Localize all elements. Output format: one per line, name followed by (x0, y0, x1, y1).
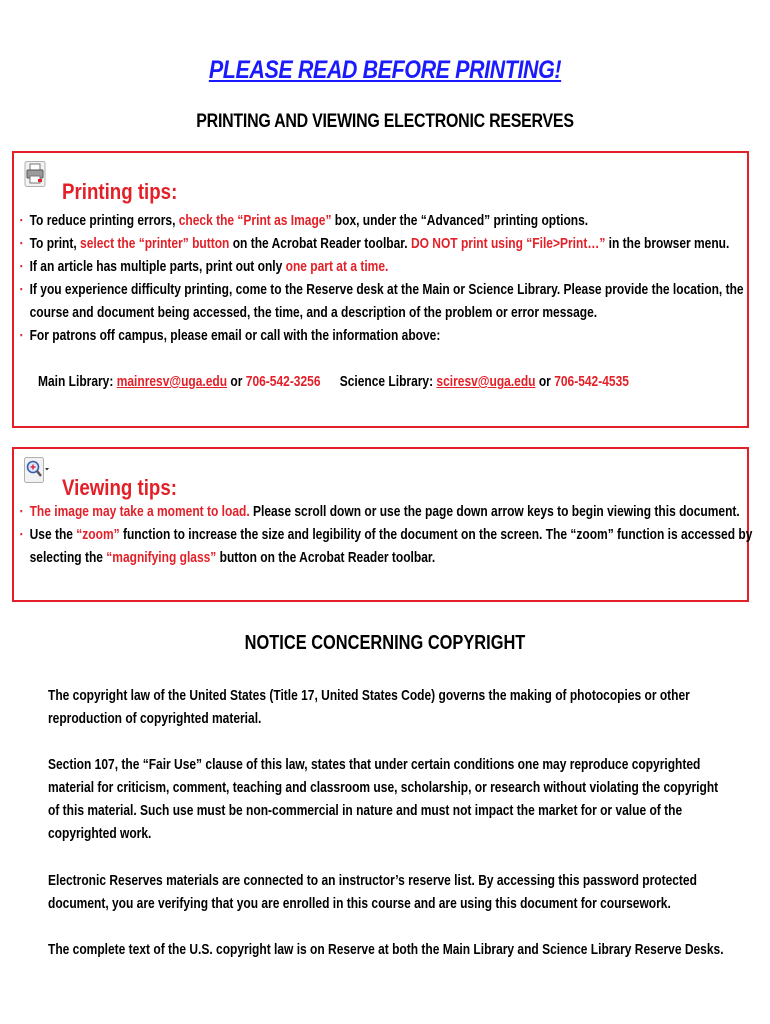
tip-text: Use the (29, 526, 77, 543)
tip-text: For patrons off campus, please email or call with the information above: (29, 327, 441, 344)
tip-highlight: check the “Print as Image” (178, 212, 332, 229)
zoom-magnifier-icon (24, 457, 50, 483)
tip-highlight: select the “printer” button (80, 235, 230, 252)
science-library-label: Science Library: (339, 373, 437, 390)
tip-text: To reduce printing errors, (29, 212, 179, 229)
bullet-icon: ▪ (20, 215, 23, 225)
tip-text: on the Acrobat Reader toolbar. (229, 235, 411, 252)
viewing-tip-load (20, 500, 750, 523)
main-library-label: Main Library: (38, 373, 117, 390)
science-library-email-link[interactable]: sciresv@uga.edu (436, 373, 536, 390)
paragraph-line: document, you are verifying that you are enrolled in this course and are using this document for coursework. (48, 895, 671, 912)
viewing-tips-title: Viewing tips: (62, 475, 177, 500)
printing-tip-difficulty (20, 278, 750, 324)
copyright-paragraph-1 (48, 684, 720, 730)
tip-text: selecting the (29, 549, 107, 566)
paragraph-line: copyrighted work. (48, 825, 152, 842)
page-title: PLEASE READ BEFORE PRINTING! (208, 56, 562, 84)
bullet-icon: ▪ (20, 529, 23, 539)
tip-text: box, under the “Advanced” printing options. (331, 212, 589, 229)
tip-text: button on the Acrobat Reader toolbar. (216, 549, 436, 566)
viewing-tips-list (20, 500, 753, 569)
printing-tips-list (20, 209, 743, 347)
printing-tip-printer-button (20, 232, 750, 255)
printer-icon (24, 161, 46, 187)
paragraph-line: Electronic Reserves materials are connected to an instructor’s reserve list. By accessing this password protected (48, 872, 697, 889)
bullet-icon: ▪ (20, 284, 23, 294)
tip-text: in the browser menu. (605, 235, 730, 252)
or-text: or (535, 373, 555, 390)
viewing-tip-zoom (20, 523, 753, 569)
tip-highlight: “magnifying glass” (106, 549, 217, 566)
tip-text: course and document being accessed, the time, and a description of the problem or error message. (29, 304, 598, 321)
printing-tips-title: Printing tips: (62, 179, 178, 204)
tip-text: Please scroll down or use the page down arrow keys to begin viewing this document. (249, 503, 740, 520)
paragraph-line: The copyright law of the United States (Title 17, United States Code) governs the making of photocopies or other (48, 687, 690, 704)
paragraph-line: reproduction of copyrighted material. (48, 710, 262, 727)
or-text: or (227, 373, 246, 390)
printing-tip-multiple-parts (20, 255, 750, 278)
printing-tip-print-as-image (20, 209, 750, 232)
tip-text: To print, (29, 235, 81, 252)
copyright-paragraph-full-text (48, 938, 724, 961)
paragraph-line: The complete text of the U.S. copyright law is on Reserve at both the Main Library and Science Library Reserve Desks. (48, 941, 724, 958)
paragraph-line: of this material. Such use must be non-commercial in nature and must not impact the market for or value of the (48, 802, 683, 819)
tip-highlight: The image may take a moment to load. (29, 503, 250, 520)
printing-tips-box (12, 151, 749, 428)
paragraph-line: Section 107, the “Fair Use” clause of this law, states that under certain conditions one may reproduce copyrighted (48, 756, 701, 773)
tip-highlight: “zoom” (76, 526, 120, 543)
tip-text: function to increase the size and legibility of the document on the screen. The “zoom” function is accessed by (119, 526, 753, 543)
main-library-email-link[interactable]: mainresv@uga.edu (116, 373, 228, 390)
page-subtitle: PRINTING AND VIEWING ELECTRONIC RESERVES (196, 111, 574, 132)
tip-warning: DO NOT print using “File>Print…” (410, 235, 606, 252)
copyright-paragraph-fair-use (48, 753, 720, 845)
copyright-title: NOTICE CONCERNING COPYRIGHT (244, 632, 526, 654)
copyright-paragraph-e-reserves (48, 869, 720, 915)
bullet-icon: ▪ (20, 261, 23, 271)
main-library-phone: 706-542-3256 (245, 373, 321, 390)
contact-line (38, 373, 629, 390)
tip-text: If an article has multiple parts, print out only (29, 258, 286, 275)
bullet-icon: ▪ (20, 506, 23, 516)
printing-tip-off-campus (20, 324, 750, 347)
bullet-icon: ▪ (20, 330, 23, 340)
science-library-phone: 706-542-4535 (554, 373, 629, 390)
tip-text: If you experience difficulty printing, come to the Reserve desk at the Main or Science Library. Please provide the location, the (29, 281, 744, 298)
tip-highlight: one part at a time. (285, 258, 389, 275)
bullet-icon: ▪ (20, 238, 23, 248)
paragraph-line: material for criticism, comment, teaching and classroom use, scholarship, or research without violating the copyright (48, 779, 719, 796)
viewing-tips-box (12, 447, 753, 602)
